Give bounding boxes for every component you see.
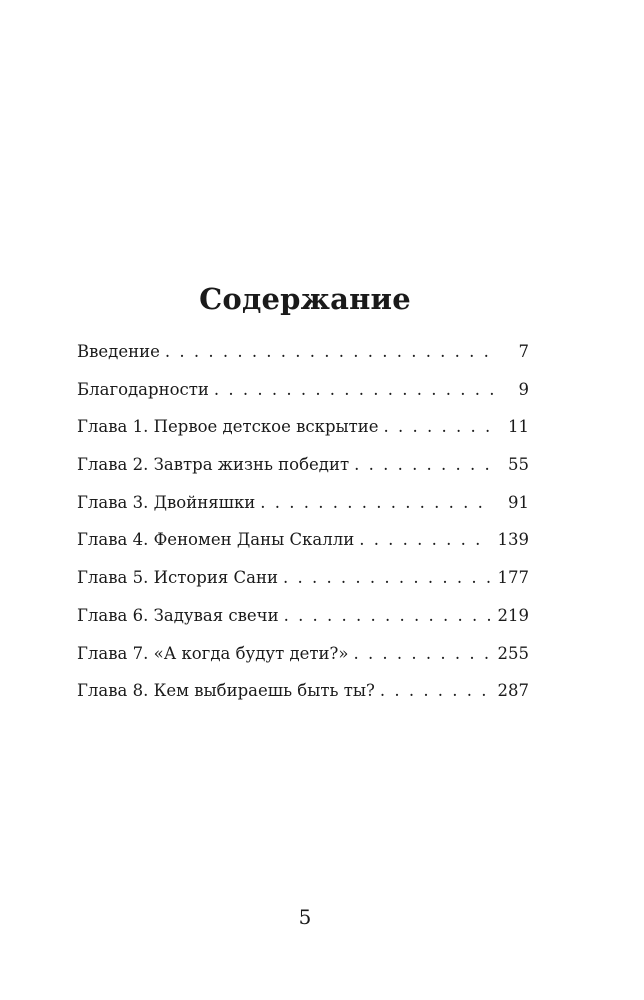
toc-entry-page: 219 <box>497 605 529 625</box>
toc-entry-label: Глава 5. История Сани <box>77 568 278 588</box>
table-of-contents <box>77 342 529 719</box>
dot-leader <box>214 380 493 399</box>
toc-entry-label: Глава 4. Феномен Даны Скалли <box>77 530 355 550</box>
toc-entry-chapter-7[interactable] <box>77 644 529 682</box>
toc-entry-page: 287 <box>497 681 529 701</box>
toc-entry-page: 91 <box>508 492 529 512</box>
toc-entry-chapter-8[interactable] <box>77 681 529 719</box>
dot-leader <box>353 644 489 663</box>
dot-leader <box>284 606 490 625</box>
dot-leader <box>260 493 493 512</box>
toc-entry-chapter-3[interactable] <box>77 493 529 531</box>
toc-entry-page: 55 <box>508 455 529 475</box>
toc-entry-label: Введение <box>77 342 160 361</box>
toc-entry-label: Глава 6. Задувая свечи <box>77 605 279 625</box>
toc-entry-acknowledgements[interactable] <box>77 380 529 418</box>
page-number: 5 <box>298 905 312 929</box>
dot-leader <box>354 455 493 474</box>
toc-entry-introduction[interactable] <box>77 342 529 380</box>
toc-entry-chapter-1[interactable] <box>77 417 529 455</box>
dot-leader <box>384 417 493 436</box>
dot-leader <box>380 681 490 700</box>
toc-entry-label: Глава 3. Двойняшки <box>77 492 256 512</box>
dot-leader <box>359 530 489 549</box>
toc-entry-label: Благодарности <box>77 379 209 399</box>
toc-entry-label: Глава 1. Первое детское вскрытие <box>77 417 379 437</box>
toc-entry-page: 177 <box>497 568 529 588</box>
toc-entry-label: Глава 7. «А когда будут дети?» <box>77 643 349 663</box>
toc-entry-label: Глава 8. Кем выбираешь быть ты? <box>77 681 375 701</box>
dot-leader <box>165 342 493 361</box>
toc-entry-chapter-2[interactable] <box>77 455 529 493</box>
toc-entry-page: 7 <box>518 342 529 361</box>
toc-entry-page: 9 <box>518 379 529 399</box>
toc-entry-label: Глава 2. Завтра жизнь победит <box>77 455 350 475</box>
toc-entry-chapter-6[interactable] <box>77 606 529 644</box>
toc-entry-page: 139 <box>497 530 529 550</box>
toc-entry-page: 255 <box>497 643 529 663</box>
dot-leader <box>283 568 490 587</box>
toc-entry-page: 11 <box>508 417 529 437</box>
page-title: Содержание <box>199 282 411 316</box>
toc-entry-chapter-4[interactable] <box>77 530 529 568</box>
toc-entry-chapter-5[interactable] <box>77 568 529 606</box>
